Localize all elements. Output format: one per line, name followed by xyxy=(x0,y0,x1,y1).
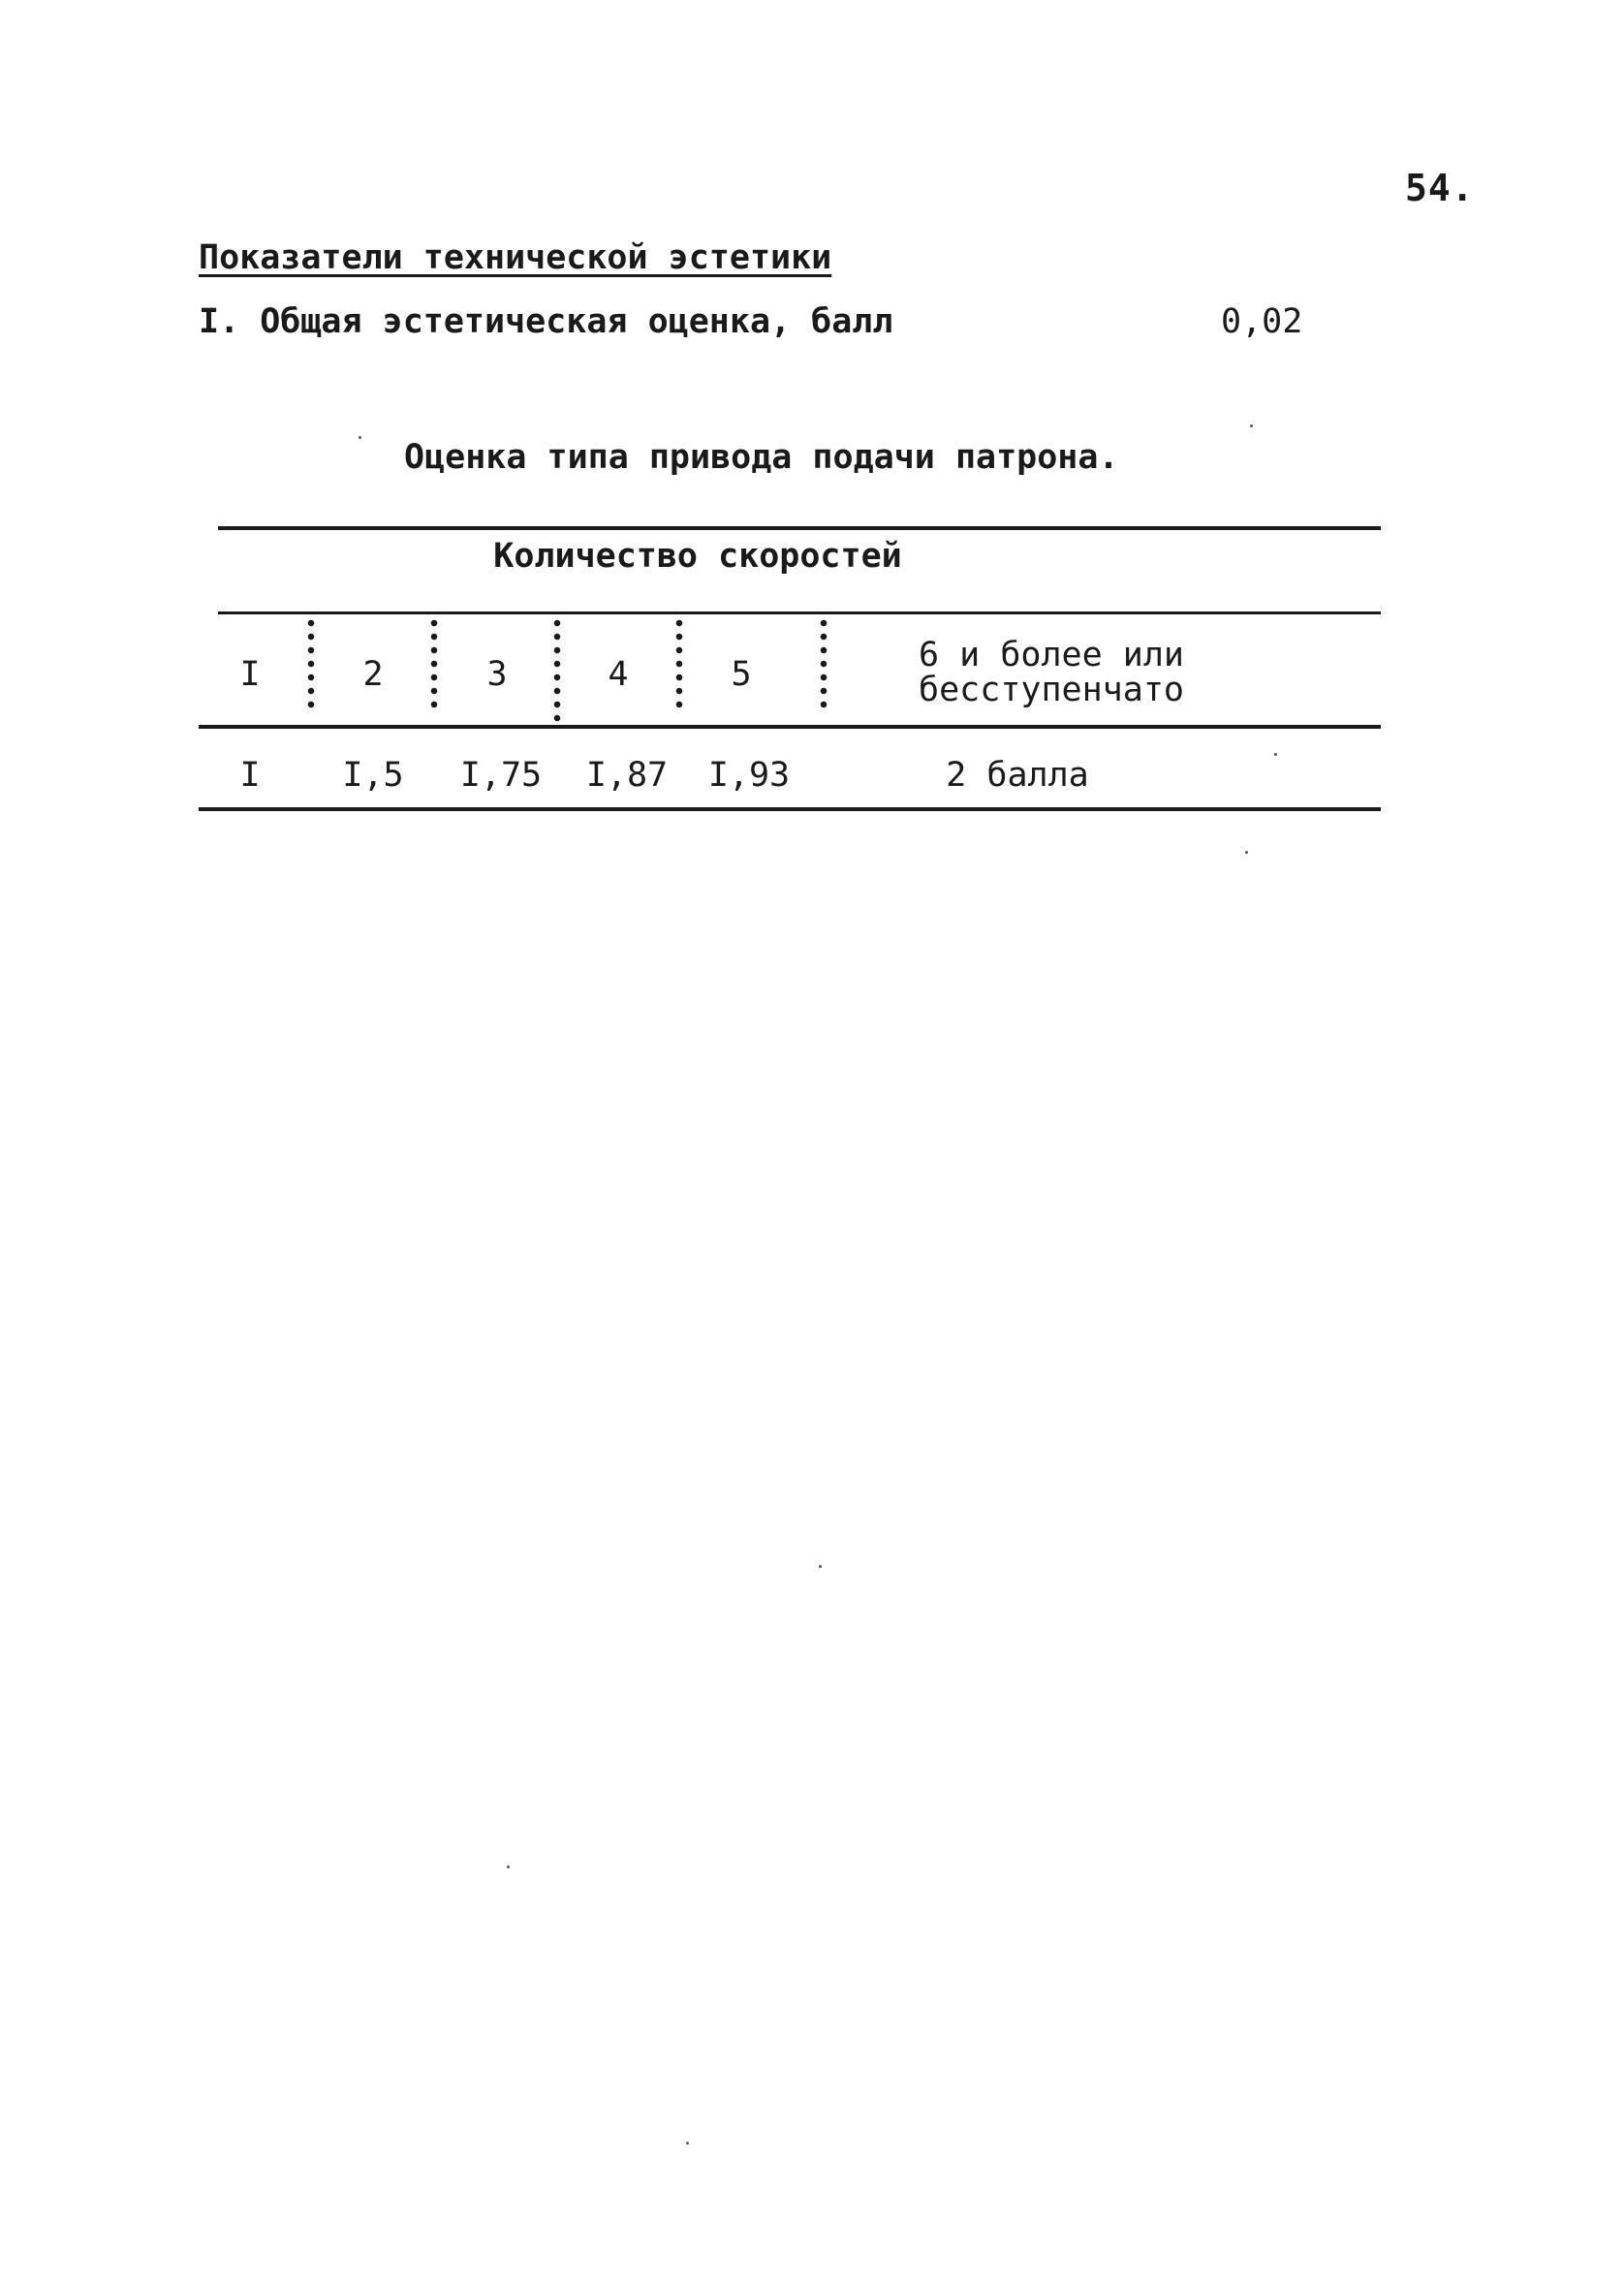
column-separator xyxy=(820,616,828,709)
scan-speck xyxy=(1250,424,1253,427)
section-heading: Показатели технической эстетики xyxy=(199,238,832,277)
column-header: 4 xyxy=(608,655,629,694)
criterion-row xyxy=(199,302,1313,351)
table-cell: 2 балла xyxy=(946,756,1089,795)
page-number: 54. xyxy=(1405,167,1475,209)
table-cell: I,75 xyxy=(459,756,543,795)
column-header: 3 xyxy=(486,655,508,694)
column-separator xyxy=(430,616,438,709)
criterion-label: I. Общая эстетическая оценка, балл xyxy=(199,302,893,341)
column-header: I xyxy=(239,655,261,694)
table-caption: Оценка типа привода подачи патрона. xyxy=(404,438,1119,477)
column-separator xyxy=(553,616,561,723)
column-header: 6 и более или бесступенчато xyxy=(919,636,1184,709)
table-bottom-rule xyxy=(199,807,1381,811)
scan-speck xyxy=(1274,753,1277,756)
columns-divider-rule xyxy=(199,725,1381,729)
table-top-rule xyxy=(218,526,1381,530)
scan-speck xyxy=(686,2142,689,2145)
scan-speck xyxy=(507,1865,510,1868)
group-header: Количество скоростей xyxy=(493,537,902,576)
criterion-value: 0,02 xyxy=(1221,302,1303,341)
header-divider-rule xyxy=(218,611,1381,614)
column-header: 2 xyxy=(362,655,384,694)
table-cell: I,93 xyxy=(707,756,791,795)
table-cell: I,5 xyxy=(342,756,404,795)
table-cell: I,87 xyxy=(585,756,669,795)
scan-speck xyxy=(819,1565,822,1568)
scan-speck xyxy=(1245,851,1248,854)
column-header: 5 xyxy=(731,655,752,694)
table-cell: I xyxy=(239,756,261,795)
column-separator xyxy=(675,616,683,709)
column-separator xyxy=(307,616,315,709)
scan-speck xyxy=(359,436,361,439)
